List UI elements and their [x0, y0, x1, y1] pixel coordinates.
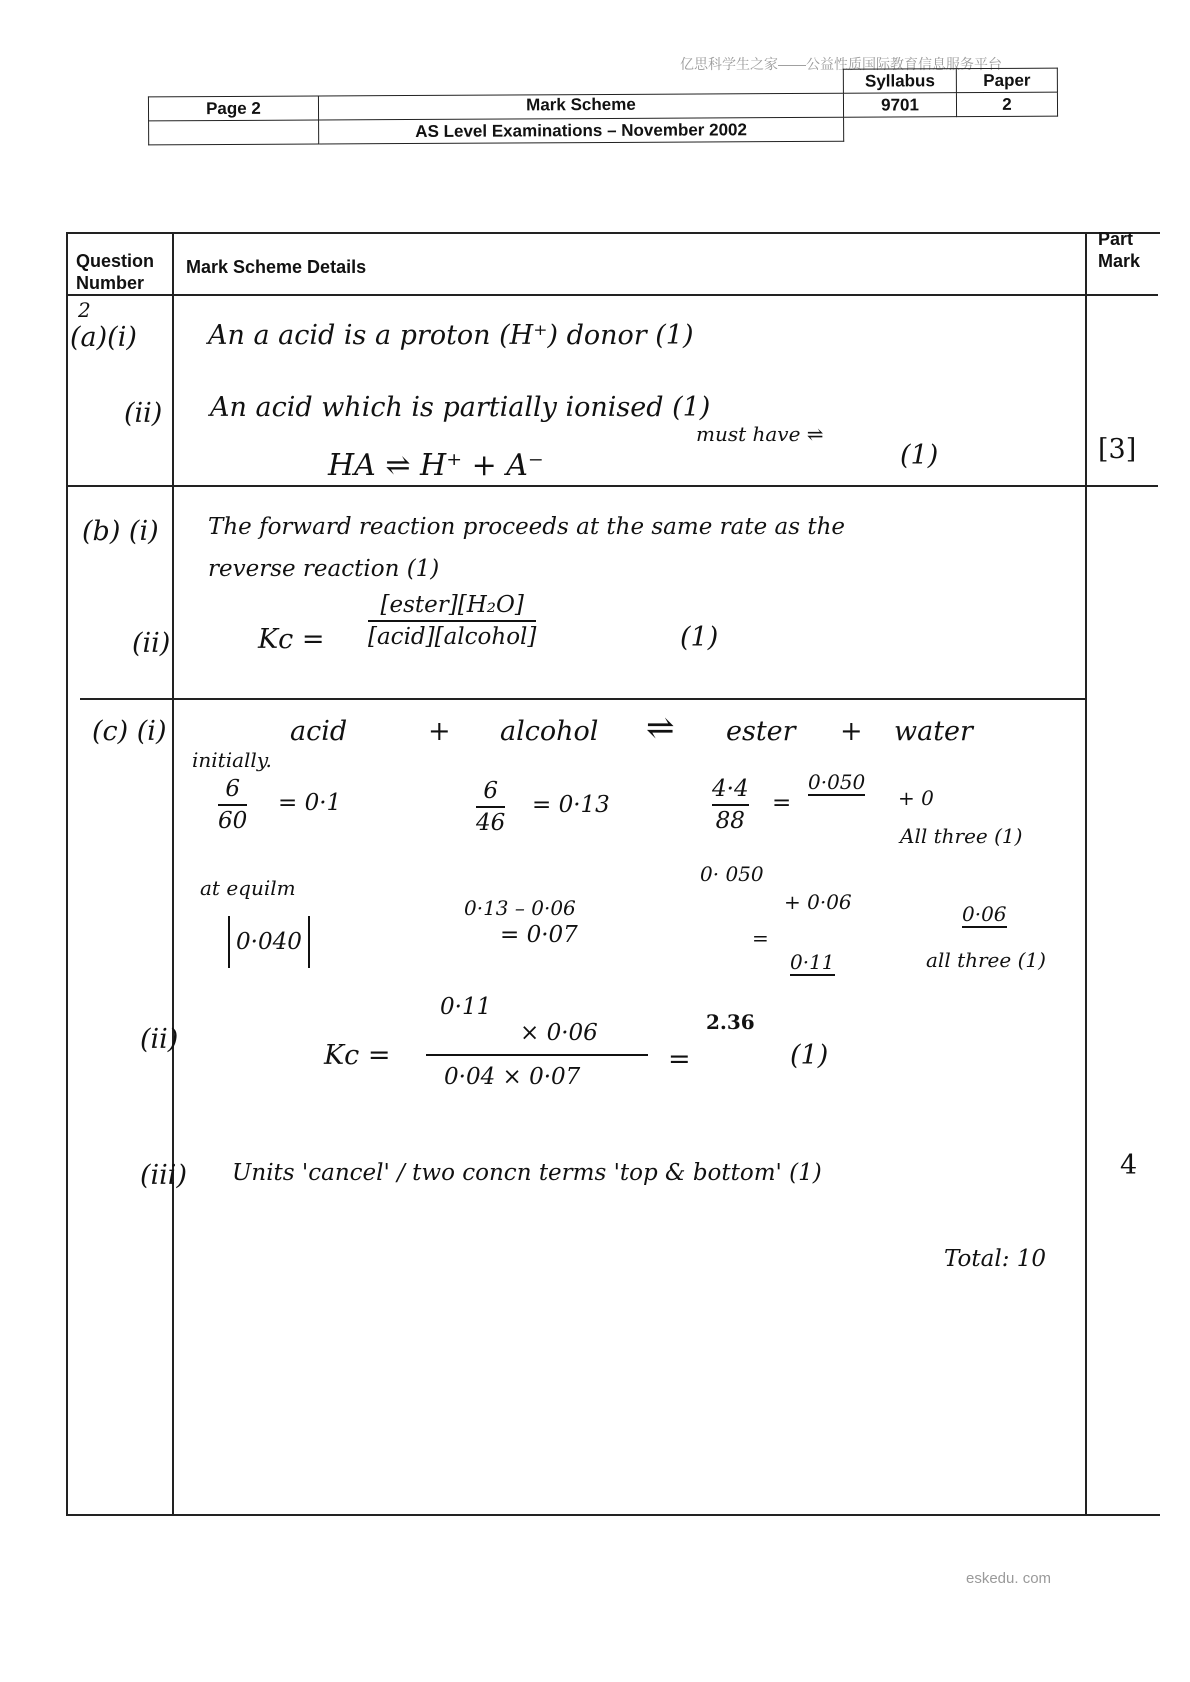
col-header-question: Question Number: [76, 251, 155, 293]
value-water-equilibrium: 0·06: [962, 902, 1007, 926]
fraction-bar: [368, 620, 536, 622]
kc-num-b: × 0·06: [520, 1020, 598, 1046]
kc-fraction-b: [368, 592, 536, 650]
header-table: [148, 68, 1058, 146]
watermark-bottom: eskedu. com: [966, 1570, 1052, 1587]
fraction-numerator: 6: [225, 776, 240, 802]
label-initially: initially.: [192, 748, 272, 772]
kc-equals-c: =: [668, 1044, 691, 1075]
row-divider-a: [66, 485, 1158, 487]
kc-c: Kc =: [324, 1040, 391, 1071]
answer-a-ii: An acid which is partially ionised (1): [210, 392, 711, 423]
eq-water: water: [894, 716, 973, 747]
watermark-top: 亿思科学生之家——公益性质国际教育信息服务平台: [680, 56, 1002, 72]
eq-acid: acid: [290, 716, 348, 747]
mark-c-ii: (1): [790, 1040, 829, 1071]
kc-denominator: [acid][alcohol]: [368, 624, 537, 650]
fraction-bar: [712, 804, 749, 806]
fraction-denominator: 88: [715, 808, 745, 834]
part-mark-c: 4: [1120, 1150, 1138, 1181]
eq-plus-2: +: [840, 716, 863, 747]
col-header-mark: Part Mark: [1098, 229, 1141, 271]
syllabus-value: 9701: [843, 93, 956, 118]
equation-a: HA ⇌ H⁺ + A⁻: [328, 448, 544, 483]
header-title: Mark Scheme: [318, 93, 843, 120]
note-must-have: must have ⇌: [696, 422, 824, 446]
answer-b-i-line2: reverse reaction (1): [208, 556, 440, 582]
eq-arrow: ⇌: [646, 708, 675, 748]
value-ester-initial: 0·050: [808, 770, 866, 794]
eq-sign-ester: =: [772, 790, 792, 816]
value-water-initial: + 0: [898, 786, 934, 810]
paper-label: Paper: [956, 68, 1057, 93]
label-b-ii: (ii): [132, 628, 171, 659]
value-alcohol-equilibrium: = 0·07: [500, 922, 578, 948]
value-acid-equilibrium: 0·040: [228, 916, 310, 968]
mark-b-ii: (1): [680, 622, 719, 653]
eq-sign-ester-equilibrium: =: [752, 926, 769, 950]
value-ester-add: + 0·06: [784, 890, 852, 914]
mark-a-ii: (1): [900, 440, 939, 471]
eq-alcohol: alcohol: [500, 716, 599, 747]
kc-b: Kc =: [258, 624, 325, 655]
kc-fraction-bar-c: [426, 1054, 648, 1056]
label-c-i: (c) (i): [92, 716, 167, 747]
all-three-equilibrium: all three (1): [926, 948, 1046, 972]
all-three-initial: All three (1): [900, 824, 1023, 848]
page-number: Page 2: [148, 96, 318, 121]
fraction-numerator: 4·4: [712, 776, 749, 802]
paper-value: 2: [956, 92, 1057, 117]
fraction-acid: [218, 776, 247, 834]
fraction-numerator: 6: [483, 778, 498, 804]
fraction-ester: [712, 776, 749, 834]
value-ester-equilibrium: 0·11: [790, 950, 835, 974]
value-alcohol-initial: = 0·13: [532, 792, 610, 818]
header-subtitle: AS Level Examinations – November 2002: [318, 117, 843, 144]
fraction-denominator: 60: [218, 808, 248, 834]
kc-denominator-c: 0·04 × 0·07: [444, 1064, 581, 1090]
fraction-alcohol: [476, 778, 505, 836]
kc-num-a: 0·11: [440, 994, 492, 1020]
column-divider-mark: [1085, 232, 1087, 1514]
kc-numerator: [ester][H₂O]: [380, 592, 524, 618]
label-a-i: (a)(i): [70, 322, 137, 353]
value-ester-start: 0· 050: [700, 862, 764, 886]
total-marks: Total: 10: [944, 1246, 1047, 1272]
part-mark-a: [3]: [1098, 434, 1137, 465]
label-at-equilibrium: at equilm: [200, 876, 296, 900]
label-c-iii: (iii): [140, 1160, 187, 1191]
column-divider-question: [172, 232, 174, 1514]
mark-scheme-table: [66, 232, 1160, 1516]
answer-c-iii: Units 'cancel' / two concn terms 'top & bottom' (1): [232, 1160, 822, 1186]
header-row-divider: [66, 294, 1158, 296]
calc-alcohol-equilibrium: 0·13 – 0·06: [464, 896, 576, 920]
fraction-bar: [218, 804, 247, 806]
row-divider-b: [80, 698, 1085, 700]
kc-result: 2.36: [706, 1010, 755, 1034]
fraction-bar: [476, 806, 505, 808]
fraction-denominator: 46: [476, 810, 506, 836]
eq-ester: ester: [726, 716, 796, 747]
answer-b-i-line1: The forward reaction proceeds at the same rate as the: [208, 514, 845, 540]
value-acid-initial: = 0·1: [278, 790, 342, 816]
question-number: 2: [78, 298, 91, 322]
label-a-ii: (ii): [124, 398, 163, 429]
label-b-i: (b) (i): [82, 516, 159, 547]
answer-a-i: An a acid is a proton (H⁺) donor (1): [208, 320, 694, 351]
label-c-ii: (ii): [140, 1024, 179, 1055]
eq-plus-1: +: [428, 716, 451, 747]
syllabus-label: Syllabus: [843, 69, 956, 94]
col-header-details: Mark Scheme Details: [186, 257, 367, 277]
